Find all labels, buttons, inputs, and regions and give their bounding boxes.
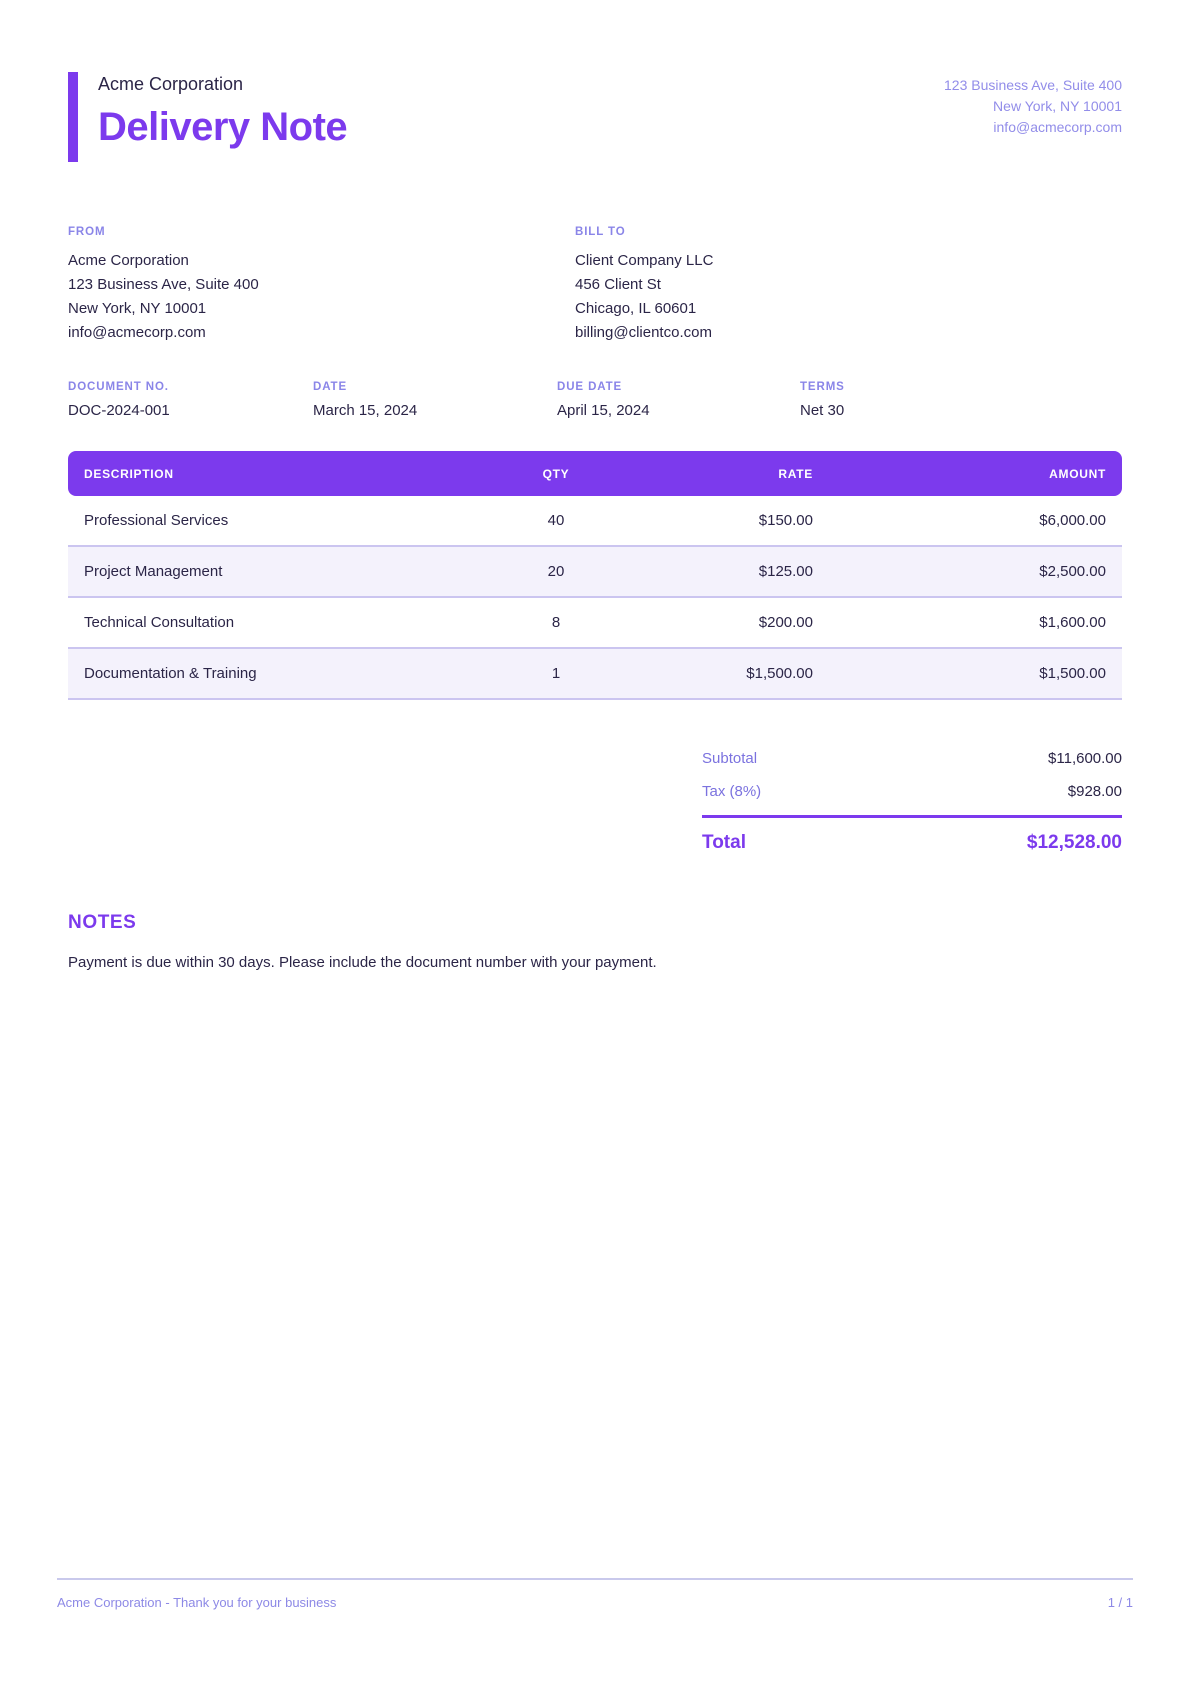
line-items-table	[68, 451, 1122, 700]
column-header-qty: QTY	[488, 451, 624, 496]
meta-label: DATE	[313, 381, 348, 393]
from-address-line: New York, NY 10001	[68, 300, 207, 317]
cell-qty: 1	[488, 649, 624, 700]
brand-block	[68, 72, 347, 162]
total-value: $12,528.00	[1026, 832, 1122, 853]
cell-description: Technical Consultation	[68, 598, 488, 649]
cell-amount: $1,600.00	[829, 598, 1122, 649]
bill-to-email: billing@clientco.com	[575, 324, 712, 341]
meta-terms	[800, 381, 1122, 419]
cell-rate: $1,500.00	[624, 649, 829, 700]
brand-accent-bar	[68, 72, 78, 162]
tax-label: Tax (8%)	[702, 783, 762, 800]
from-block	[68, 226, 575, 345]
bill-to-address-line: 456 Client St	[575, 276, 661, 293]
meta-label: TERMS	[800, 381, 845, 393]
meta-value: Net 30	[800, 402, 845, 419]
tax-value: $928.00	[1067, 783, 1122, 800]
meta-date	[313, 381, 557, 419]
company-address-block	[944, 72, 1122, 138]
company-address-line: New York, NY 10001	[993, 98, 1122, 114]
total-row	[702, 815, 1122, 854]
from-email: info@acmecorp.com	[68, 324, 206, 341]
cell-qty: 20	[488, 547, 624, 598]
bill-to-address-line: Chicago, IL 60601	[575, 300, 697, 317]
company-name: Acme Corporation	[98, 74, 244, 94]
cell-rate: $150.00	[624, 496, 829, 547]
meta-due-date	[557, 381, 800, 419]
table-header-row	[68, 451, 1122, 496]
subtotal-value: $11,600.00	[1048, 750, 1122, 767]
notes-section	[68, 912, 1122, 971]
table-row	[68, 649, 1122, 700]
company-email: info@acmecorp.com	[993, 119, 1122, 135]
document-header	[68, 72, 1122, 162]
table-header	[68, 451, 1122, 496]
column-header-description: DESCRIPTION	[68, 451, 488, 496]
bill-to-label: BILL TO	[575, 226, 626, 238]
cell-amount: $1,500.00	[829, 649, 1122, 700]
page-number: 1 / 1	[1107, 1595, 1133, 1610]
cell-description: Professional Services	[68, 496, 488, 547]
table-row	[68, 598, 1122, 649]
totals-section	[702, 742, 1122, 854]
total-label: Total	[702, 832, 746, 853]
meta-value: April 15, 2024	[557, 402, 650, 419]
cell-qty: 8	[488, 598, 624, 649]
from-label: FROM	[68, 226, 106, 238]
meta-label: DOCUMENT NO.	[68, 381, 169, 393]
cell-amount: $6,000.00	[829, 496, 1122, 547]
tax-row	[702, 775, 1122, 808]
cell-amount: $2,500.00	[829, 547, 1122, 598]
column-header-amount: AMOUNT	[829, 451, 1122, 496]
company-address-line: 123 Business Ave, Suite 400	[944, 77, 1122, 93]
bill-to-block	[575, 226, 1082, 345]
meta-value: March 15, 2024	[313, 402, 418, 419]
subtotal-row	[702, 742, 1122, 775]
column-header-rate: RATE	[624, 451, 829, 496]
brand-text	[98, 72, 347, 162]
bill-to-company: Client Company LLC	[575, 252, 714, 269]
notes-heading: NOTES	[68, 912, 137, 933]
meta-label: DUE DATE	[557, 381, 623, 393]
document-meta-row	[68, 381, 1122, 419]
cell-rate: $125.00	[624, 547, 829, 598]
cell-qty: 40	[488, 496, 624, 547]
meta-document-no	[68, 381, 313, 419]
cell-description: Documentation & Training	[68, 649, 488, 700]
document-footer	[57, 1578, 1133, 1610]
from-address-line: 123 Business Ave, Suite 400	[68, 276, 259, 293]
table-row	[68, 547, 1122, 598]
subtotal-label: Subtotal	[702, 750, 758, 767]
from-company: Acme Corporation	[68, 252, 189, 269]
footer-tagline: Acme Corporation - Thank you for your business	[57, 1595, 337, 1610]
meta-value: DOC-2024-001	[68, 402, 170, 419]
cell-description: Project Management	[68, 547, 488, 598]
document-title: Delivery Note	[98, 105, 348, 149]
table-row	[68, 496, 1122, 547]
cell-rate: $200.00	[624, 598, 829, 649]
notes-body: Payment is due within 30 days. Please include the document number with your payment.	[68, 954, 657, 971]
parties-section	[68, 226, 1122, 345]
